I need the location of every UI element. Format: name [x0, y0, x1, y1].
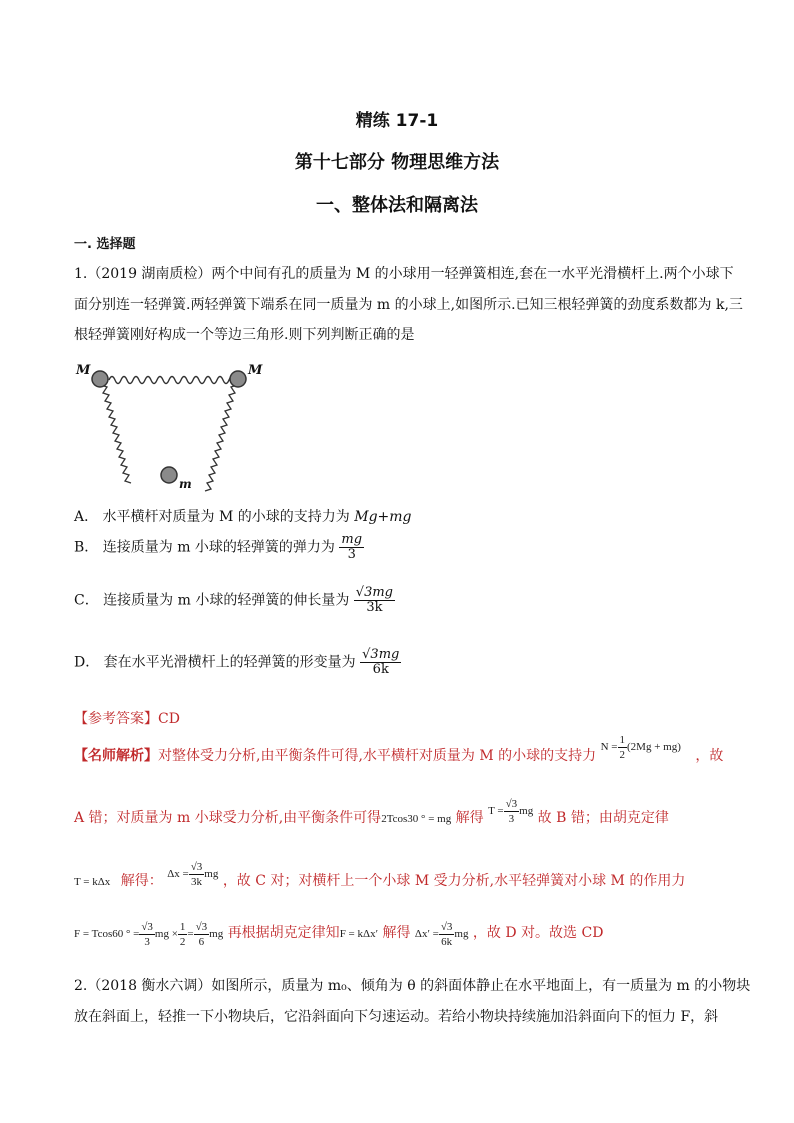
- answer-value: CD: [158, 711, 180, 727]
- reference-answer: [74, 708, 180, 728]
- analysis-line3: T = kΔx 解得： $^{\Delta x = \frac{√3}{3k} mg}$ ，故 C 对；对横杆上一个小球 M 受力分析,水平轻弹簧对小球 M 的作用力: [74, 861, 686, 890]
- option-d-fraction: $\frac{√3mg}{6k}$: [362, 647, 400, 677]
- answer-label: 【参考答案】: [74, 711, 158, 727]
- option-d-text: D． 套在水平光滑横杆上的轻弹簧的形变量为: [74, 654, 356, 671]
- ball-left-M: [92, 371, 108, 387]
- option-a: [74, 506, 412, 526]
- part-title: 第十七部分 物理思维方法: [294, 152, 500, 173]
- label-bottom-m: m: [179, 477, 192, 491]
- option-b-fraction: $\frac{mg}{3}$: [341, 532, 363, 562]
- q1-line3: 根轻弹簧刚好构成一个等边三角形.则下列判断正确的是: [74, 327, 415, 343]
- option-d: [74, 648, 401, 677]
- option-c-fraction: $\frac{√3mg}{3k}$: [355, 585, 394, 615]
- option-b: [74, 533, 364, 562]
- analysis-label: 【名师解析】: [74, 748, 158, 765]
- option-a-value: Mg+mg: [354, 509, 412, 525]
- option-c: [74, 586, 395, 615]
- ball-bottom-m: [161, 467, 177, 483]
- analysis-line4: F = Tcos60 ° = $\frac{√3}{3}$ mg × $\frac{1}{2}$ = $\frac{√3}{6}$ mg 再根据胡克定律知F = kΔx′ 解得 Δx′ = $\frac{√3}{6k}$ mg ，故 D 对。故选 CD: [74, 921, 604, 948]
- exercise-label: 精练 17-1: [355, 111, 439, 131]
- spring-triangle-figure: [74, 358, 274, 493]
- q2-line1: 2.（2018 衡水六调）如图所示，质量为 m₀、倾角为 θ 的斜面体静止在水平地面上，有一质量为 m 的小物块: [74, 978, 751, 994]
- q1-line1: 1.（2019 湖南质检）两个中间有孔的质量为 M 的小球用一轻弹簧相连,套在一水平光滑横杆上.两个小球下: [74, 266, 734, 282]
- top-spring: [109, 377, 235, 384]
- option-a-text: A． 水平横杆对质量为 M 的小球的支持力为: [74, 509, 355, 525]
- ball-right-M: [230, 371, 246, 387]
- option-c-text: C． 连接质量为 m 小球的轻弹簧的伸长量为: [74, 592, 350, 609]
- category-heading: 一. 选择题: [74, 237, 136, 252]
- q1-line2: 面分别连一轻弹簧.两轻弹簧下端系在同一质量为 m 的小球上,如图所示.已知三根轻弹簧的劲度系数都为 k,三: [74, 297, 743, 313]
- section-title: 一、整体法和隔离法: [316, 195, 478, 216]
- label-left-M: M: [76, 363, 91, 378]
- q2-line2: 放在斜面上，轻推一下小物块后，它沿斜面向下匀速运动。若给小物块持续施加沿斜面向下的恒力 F，斜: [74, 1009, 719, 1025]
- left-spring: [101, 385, 131, 483]
- option-b-text: B． 连接质量为 m 小球的轻弹簧的弹力为: [74, 539, 335, 556]
- analysis-line2: A 错；对质量为 m 小球受力分析,由平衡条件可得2Tcos30 ° = mg 解得 $^{T = \frac{√3}{3} mg}$ 故 B 错；由胡克定律: [74, 798, 669, 827]
- right-spring: [205, 385, 237, 491]
- analysis-line1: 【名师解析】对整体受力分析,由平衡条件可得,水平横杆对质量为 M 的小球的支持力 $^{N = \frac{1}{2} (2Mg + mg)}$ ，故: [74, 734, 724, 765]
- label-right-M: M: [248, 363, 263, 378]
